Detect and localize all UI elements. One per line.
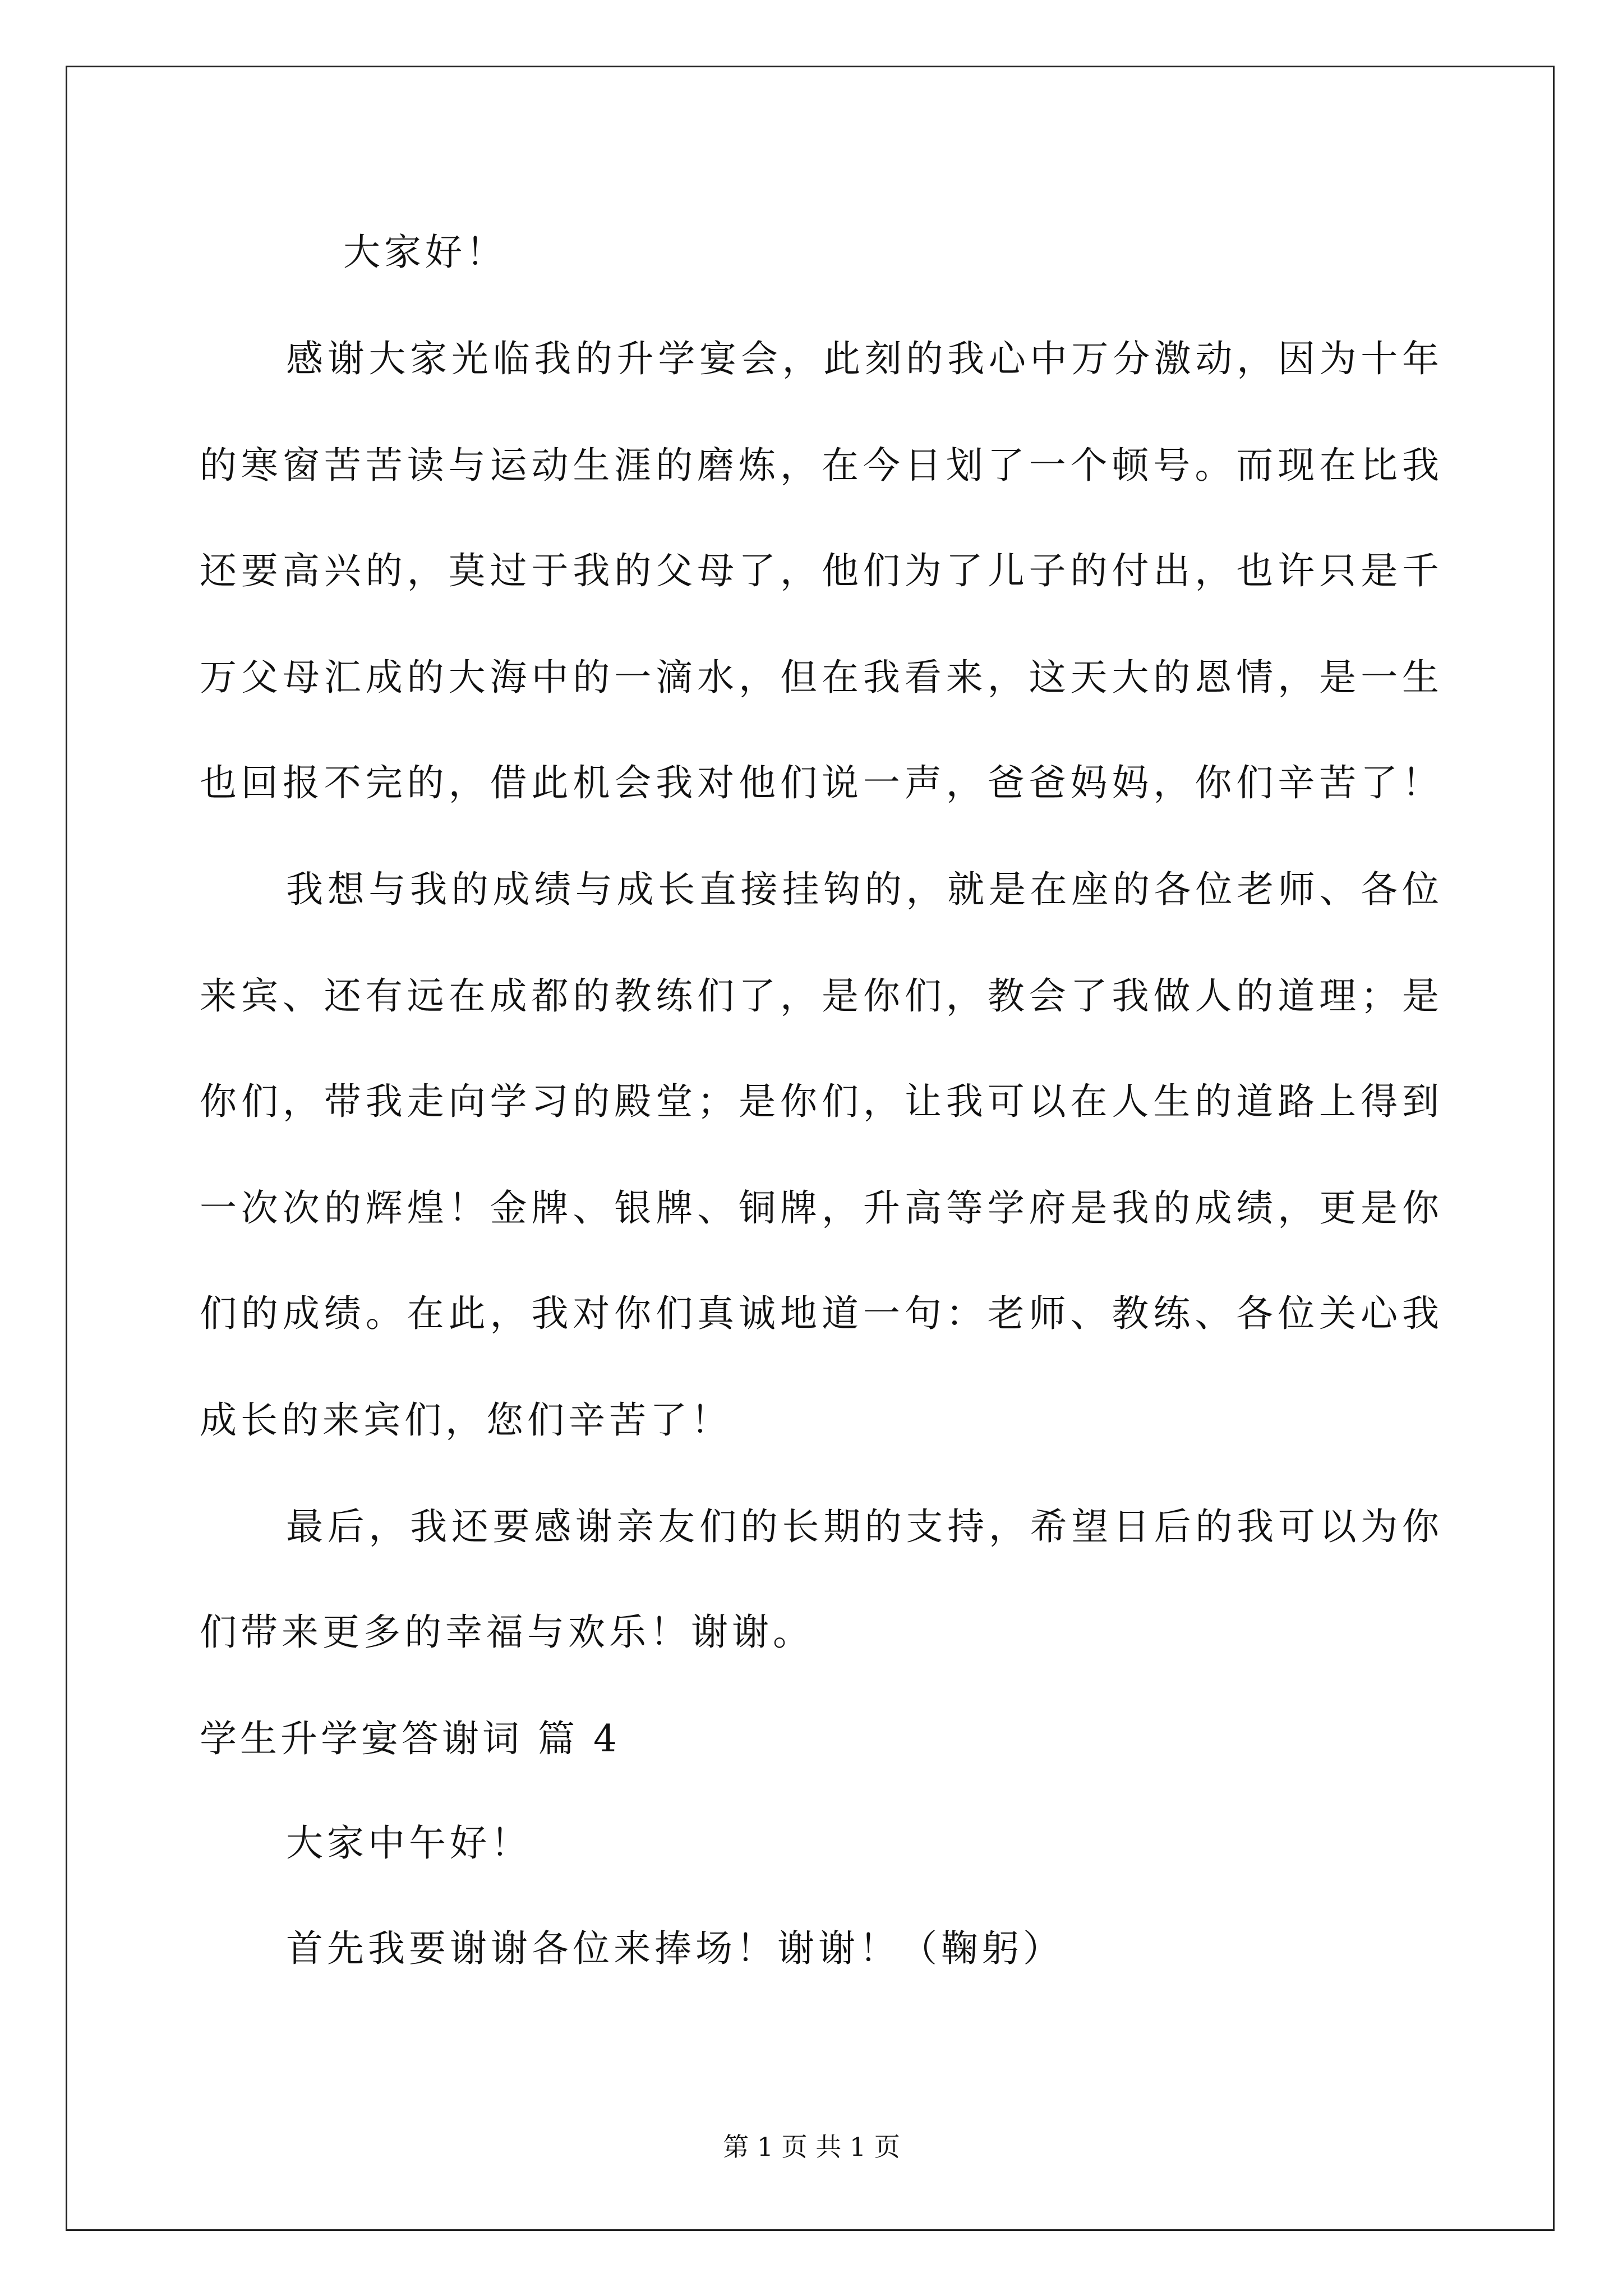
paragraph-2-line-5: 们的成绩。在此，我对你们真诚地道一句：老师、教练、各位关心我	[200, 1292, 1439, 1335]
thanks-line: 首先我要谢谢各位来捧场！谢谢！（鞠躬）	[286, 1927, 1064, 1970]
paragraph-3-line-2: 们带来更多的幸福与欢乐！谢谢。	[200, 1611, 814, 1654]
paragraph-1-line-5: 也回报不完的，借此机会我对他们说一声，爸爸妈妈，你们辛苦了！	[200, 761, 1439, 804]
paragraph-1-line-2: 的寒窗苦苦读与运动生涯的磨炼，在今日划了一个顿号。而现在比我	[200, 444, 1439, 487]
greeting-line: 大家好！	[343, 231, 507, 274]
page-footer: 第 1 页 共 1 页	[723, 2132, 900, 2162]
greeting-line-2: 大家中午好！	[286, 1821, 532, 1865]
paragraph-2-line-6: 成长的来宾们，您们辛苦了！	[200, 1398, 732, 1442]
paragraph-1-line-1: 感谢大家光临我的升学宴会，此刻的我心中万分激动，因为十年	[286, 337, 1439, 380]
paragraph-2-line-3: 你们，带我走向学习的殿堂；是你们，让我可以在人生的道路上得到	[200, 1080, 1439, 1123]
paragraph-2-line-2: 来宾、还有远在成都的教练们了，是你们，教会了我做人的道理；是	[200, 974, 1439, 1018]
paragraph-1-line-3: 还要高兴的，莫过于我的父母了，他们为了儿子的付出，也许只是千	[200, 549, 1439, 592]
paragraph-2-line-1: 我想与我的成绩与成长直接挂钩的，就是在座的各位老师、各位	[286, 868, 1439, 911]
section-heading: 学生升学宴答谢词 篇 4	[200, 1717, 620, 1760]
paragraph-2-line-4: 一次次的辉煌！金牌、银牌、铜牌，升高等学府是我的成绩，更是你	[200, 1186, 1439, 1230]
paragraph-3-line-1: 最后，我还要感谢亲友们的长期的支持，希望日后的我可以为你	[286, 1505, 1439, 1548]
paragraph-1-line-4: 万父母汇成的大海中的一滴水，但在我看来，这天大的恩情，是一生	[200, 656, 1439, 699]
